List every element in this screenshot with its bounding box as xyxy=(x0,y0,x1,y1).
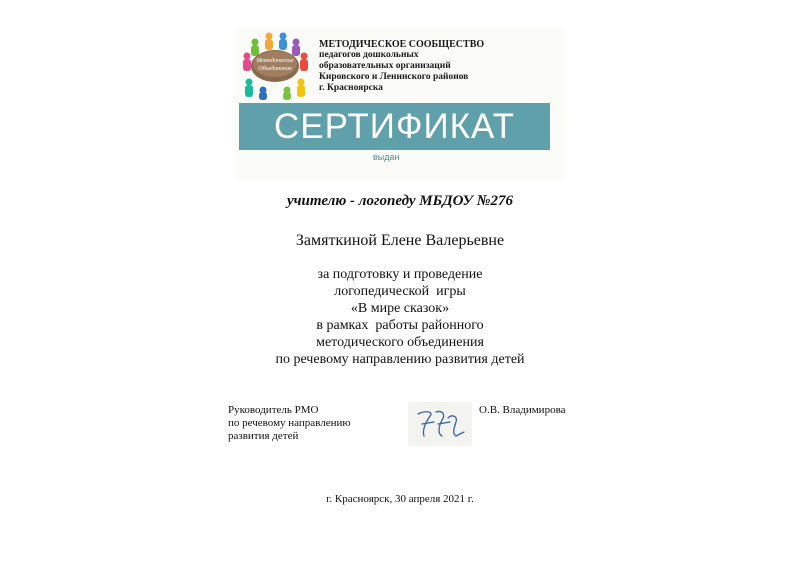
reason-line: в рамках работы районного xyxy=(316,318,484,333)
organization-line: педагогов дошкольных xyxy=(319,50,419,60)
organization-name xyxy=(319,39,484,94)
certificate-title: СЕРТИФИКАТ xyxy=(273,107,516,146)
signatory-name: О.В. Владимирова xyxy=(479,404,566,416)
organization-line: образовательных организаций xyxy=(319,61,451,71)
reason-line: по речевому направлению развития детей xyxy=(275,352,525,367)
logo-text-line-2: Объединения xyxy=(258,66,292,72)
methodical-association-logo xyxy=(237,30,313,100)
handwritten-signature xyxy=(408,402,472,446)
recipient-name: Замяткиной Елене Валерьевне xyxy=(295,232,505,249)
reason-line: методического объединения xyxy=(316,335,484,350)
organization-line: г. Красноярска xyxy=(319,83,383,93)
signatory-role-line: развития детей xyxy=(228,430,299,442)
award-reason xyxy=(0,266,800,368)
reason-line: за подготовку и проведение xyxy=(317,267,483,282)
recipient-role: учителю - логопеду МБДОУ №276 xyxy=(287,193,513,209)
signatory-role xyxy=(228,404,351,443)
reason-line: «В мире сказок» xyxy=(350,301,450,316)
title-banner xyxy=(239,103,550,150)
signatory-role-line: Руководитель РМО xyxy=(228,404,319,416)
place-and-date: г. Красноярск, 30 апреля 2021 г. xyxy=(326,493,474,505)
organization-line: МЕТОДИЧЕСКОЕ СООБЩЕСТВО xyxy=(319,39,485,50)
reason-line: логопедической игры xyxy=(334,284,466,299)
signatory-role-line: по речевому направлению xyxy=(228,417,351,429)
issued-label: выдан xyxy=(373,152,400,162)
logo-text-line-1: Методические xyxy=(256,58,294,64)
organization-line: Кировского и Ленинского районов xyxy=(319,72,469,82)
